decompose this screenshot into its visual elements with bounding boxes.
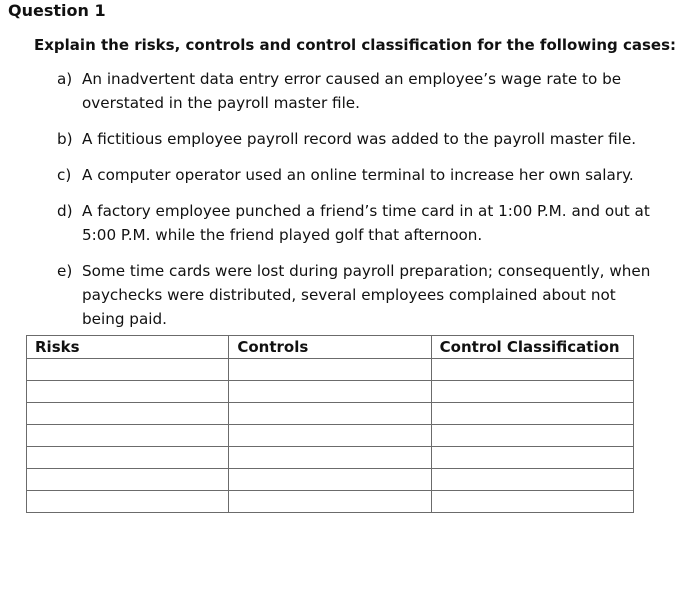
case-text: A factory employee punched a friend’s time card in at 1:00 P.M. and out at 5:00 P.M. while the friend played golf that afternoon. [82, 202, 650, 244]
table-cell[interactable] [27, 403, 229, 425]
question-instruction: Explain the risks, controls and control classification for the following cases: [34, 36, 677, 54]
header-controls: Controls [229, 336, 431, 359]
table-row [27, 491, 634, 513]
table-cell[interactable] [229, 469, 431, 491]
case-item-c [57, 163, 657, 187]
table-cell[interactable] [431, 447, 633, 469]
table-cell[interactable] [431, 491, 633, 513]
table-cell[interactable] [431, 381, 633, 403]
table-row [27, 469, 634, 491]
table-cell[interactable] [431, 469, 633, 491]
table-cell[interactable] [229, 491, 431, 513]
table-cell[interactable] [27, 447, 229, 469]
header-control-classification: Control Classification [431, 336, 633, 359]
table-row [27, 425, 634, 447]
case-marker: d) [57, 202, 73, 220]
header-risks: Risks [27, 336, 229, 359]
case-item-d [57, 199, 657, 247]
question-title: Question 1 [8, 1, 106, 20]
table-cell[interactable] [27, 381, 229, 403]
table-row [27, 447, 634, 469]
case-marker: c) [57, 166, 72, 184]
table-cell[interactable] [431, 359, 633, 381]
table-cell[interactable] [229, 425, 431, 447]
case-text: A computer operator used an online terminal to increase her own salary. [82, 166, 634, 184]
case-marker: e) [57, 262, 73, 280]
case-marker: b) [57, 130, 73, 148]
case-item-b [57, 127, 657, 151]
case-item-e [57, 259, 657, 331]
table-cell[interactable] [27, 491, 229, 513]
table-cell[interactable] [27, 425, 229, 447]
table-cell[interactable] [229, 359, 431, 381]
answer-table [26, 335, 634, 513]
table-cell[interactable] [27, 359, 229, 381]
table-cell[interactable] [27, 469, 229, 491]
table-cell[interactable] [229, 381, 431, 403]
table-cell[interactable] [229, 447, 431, 469]
table-cell[interactable] [431, 403, 633, 425]
case-text: An inadvertent data entry error caused an employee’s wage rate to be overstated in the payroll master file. [82, 70, 622, 112]
case-list [57, 67, 657, 343]
table-cell[interactable] [431, 425, 633, 447]
table-cell[interactable] [229, 403, 431, 425]
case-text: A fictitious employee payroll record was added to the payroll master file. [82, 130, 637, 148]
case-text: Some time cards were lost during payroll preparation; consequently, when paychecks were distributed, several employees complained about not being paid. [82, 262, 651, 328]
table-row [27, 359, 634, 381]
table-header-row [27, 336, 634, 359]
table-row [27, 381, 634, 403]
case-marker: a) [57, 70, 73, 88]
case-item-a [57, 67, 657, 115]
table-row [27, 403, 634, 425]
